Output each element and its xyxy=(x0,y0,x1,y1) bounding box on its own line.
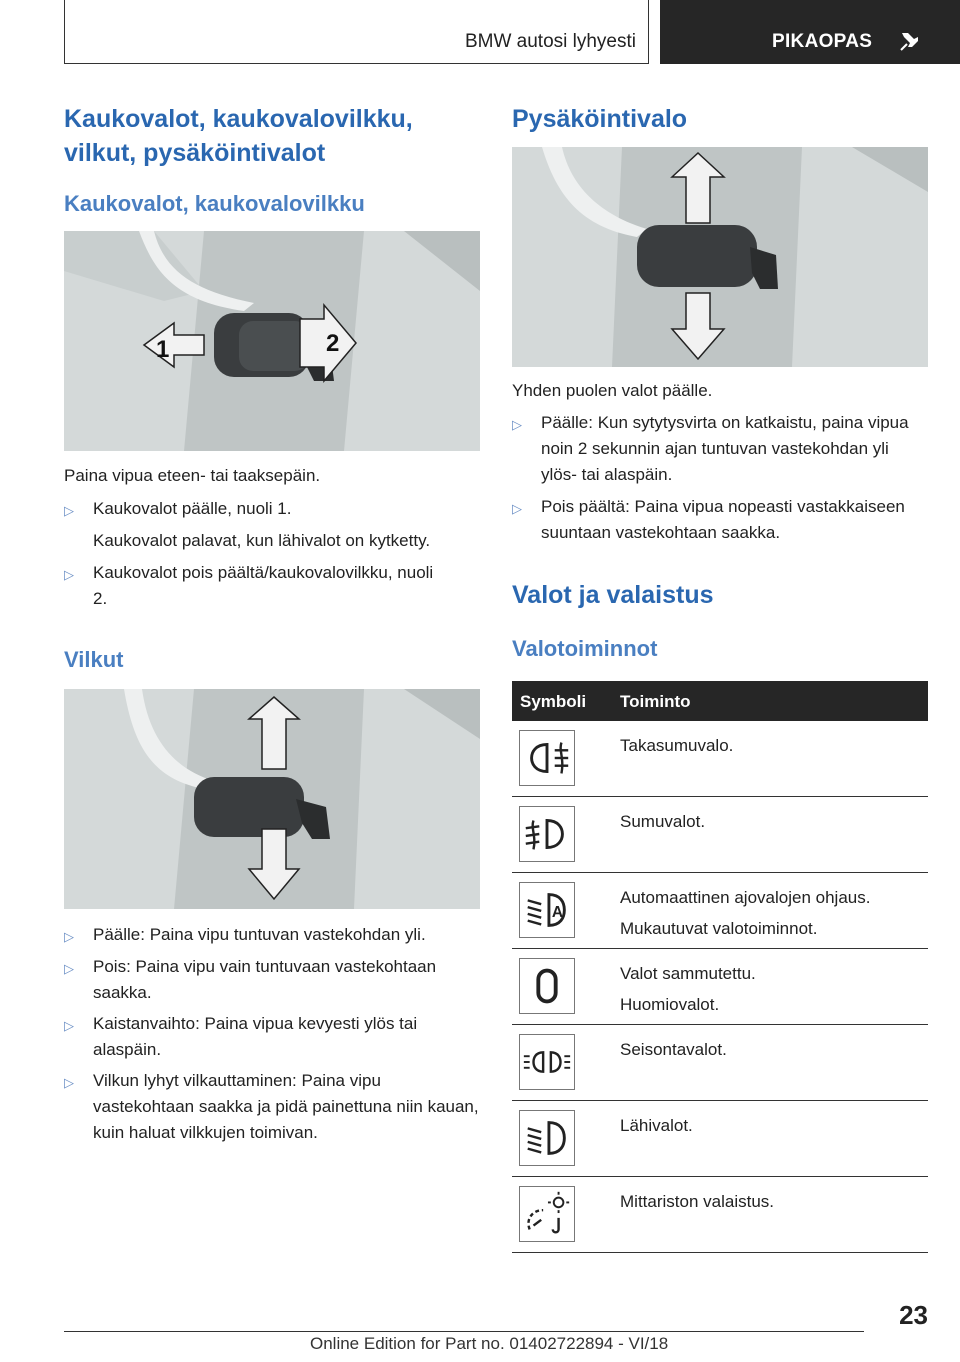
table-row xyxy=(512,949,928,1025)
fog-lights-icon xyxy=(519,806,575,862)
parking-intro: Yhden puolen valot päälle. xyxy=(512,381,713,400)
bullet-triangle-icon: ▷ xyxy=(512,417,522,432)
header-section: PIKAOPAS xyxy=(772,31,873,52)
row-function: Lähivalot. xyxy=(620,1116,693,1135)
rear-fog-light-icon xyxy=(519,730,575,786)
low-beam-icon xyxy=(519,1110,575,1166)
row-function: Mittariston valaistus. xyxy=(620,1192,774,1211)
subsection-light-functions: Valotoiminnot xyxy=(512,636,658,661)
table-row xyxy=(512,721,928,797)
lights-off-icon xyxy=(519,958,575,1014)
bullet-triangle-icon: ▷ xyxy=(64,567,74,582)
turn-bullet-3: ▷ Kaistanvaihto: Paina vipua kevyesti ylös tai alaspäin. xyxy=(64,1014,418,1059)
bullet-triangle-icon: ▷ xyxy=(512,501,522,516)
turn-bullet-1: ▷ Päälle: Paina vipu tuntuvan vastekohdan yli. xyxy=(93,922,483,948)
parking-bullet-2: ▷ Pois päältä: Paina vipua nopeasti vastakkaiseen suuntaan vastekohtaan saakka. xyxy=(512,497,905,542)
section-title-lights: Valot ja valaistus xyxy=(512,581,714,609)
table-header xyxy=(512,681,928,721)
footer-edition: Online Edition for Part no. 01402722894 - VI/18 xyxy=(310,1334,669,1353)
table-row xyxy=(512,1177,928,1253)
col-symbol: Symboli xyxy=(520,692,587,711)
instrument-lighting-icon xyxy=(519,1186,575,1242)
table-row xyxy=(512,1101,928,1177)
auto-headlight-icon xyxy=(519,882,575,938)
svg-text:A: A xyxy=(551,903,563,921)
section-title: Kaukovalot, kaukovalovilkku, vilkut, pysäköintivalot xyxy=(64,105,413,167)
row-function: Sumuvalot. xyxy=(620,812,706,831)
col-function: Toiminto xyxy=(620,692,691,711)
table-row xyxy=(512,797,928,873)
stalk-image-high-beam xyxy=(64,231,480,451)
bullet-triangle-icon: ▷ xyxy=(64,1018,74,1033)
subsection-high-beam: Kaukovalot, kaukovalovilkku xyxy=(64,191,365,216)
bullet-triangle-icon: ▷ xyxy=(64,503,74,518)
header-section-box xyxy=(660,0,960,64)
footer-divider xyxy=(64,1331,864,1332)
arrow-label-1: 1 xyxy=(156,336,170,363)
bullet-triangle-icon: ▷ xyxy=(64,961,74,976)
row-function: Seisontavalot. xyxy=(620,1040,727,1059)
parking-bullet-1: ▷ Päälle: Kun sytytysvirta on katkaistu, paina vipua noin 2 sekunnin ajan tuntuvan vastekohdan yli ylös- tai alaspäin. xyxy=(512,413,909,484)
row-function: Valot sammutettu. Huomiovalot. xyxy=(620,964,756,1014)
high-beam-note: Kaukovalot palavat, kun lähivalot on kytketty. xyxy=(93,531,431,550)
bullet-triangle-icon: ▷ xyxy=(64,1075,74,1090)
arrow-label-2: 2 xyxy=(326,330,340,357)
table-row xyxy=(512,873,928,949)
page-number: 23 xyxy=(899,1300,928,1330)
subsection-turn-signals: Vilkut xyxy=(64,647,124,672)
parking-lights-icon xyxy=(519,1034,575,1090)
subsection-parking-light: Pysäköintivalo xyxy=(512,105,688,133)
row-function: Takasumuvalo. xyxy=(620,736,734,755)
pushpin-icon xyxy=(898,29,922,53)
row-function: Automaattinen ajovalojen ohjaus. Mukautuvat valotoiminnot. xyxy=(620,888,871,938)
turn-bullet-2: ▷ Pois: Paina vipu vain tuntuvaan vastekohtaan saakka. xyxy=(64,957,437,1002)
high-beam-bullet-2: ▷ Kaukovalot pois päältä/kaukovalovilkku, nuoli 2. xyxy=(64,563,434,608)
high-beam-intro: Paina vipua eteen- tai taaksepäin. xyxy=(64,466,321,485)
high-beam-bullet-1: ▷ Kaukovalot päälle, nuoli 1. xyxy=(93,496,483,522)
header-chapter-box xyxy=(64,0,649,64)
table-row xyxy=(512,1025,928,1101)
stalk-image-turn-signals xyxy=(64,689,480,909)
bullet-triangle-icon: ▷ xyxy=(64,929,74,944)
header-chapter: BMW autosi lyhyesti xyxy=(464,31,636,52)
stalk-image-parking-light xyxy=(512,147,928,367)
turn-bullet-4: ▷ Vilkun lyhyt vilkauttaminen: Paina vipu vastekohtaan saakka ja pidä painettuna niin kauan, kuin haluat vilkkujen toimivan. xyxy=(64,1071,479,1142)
